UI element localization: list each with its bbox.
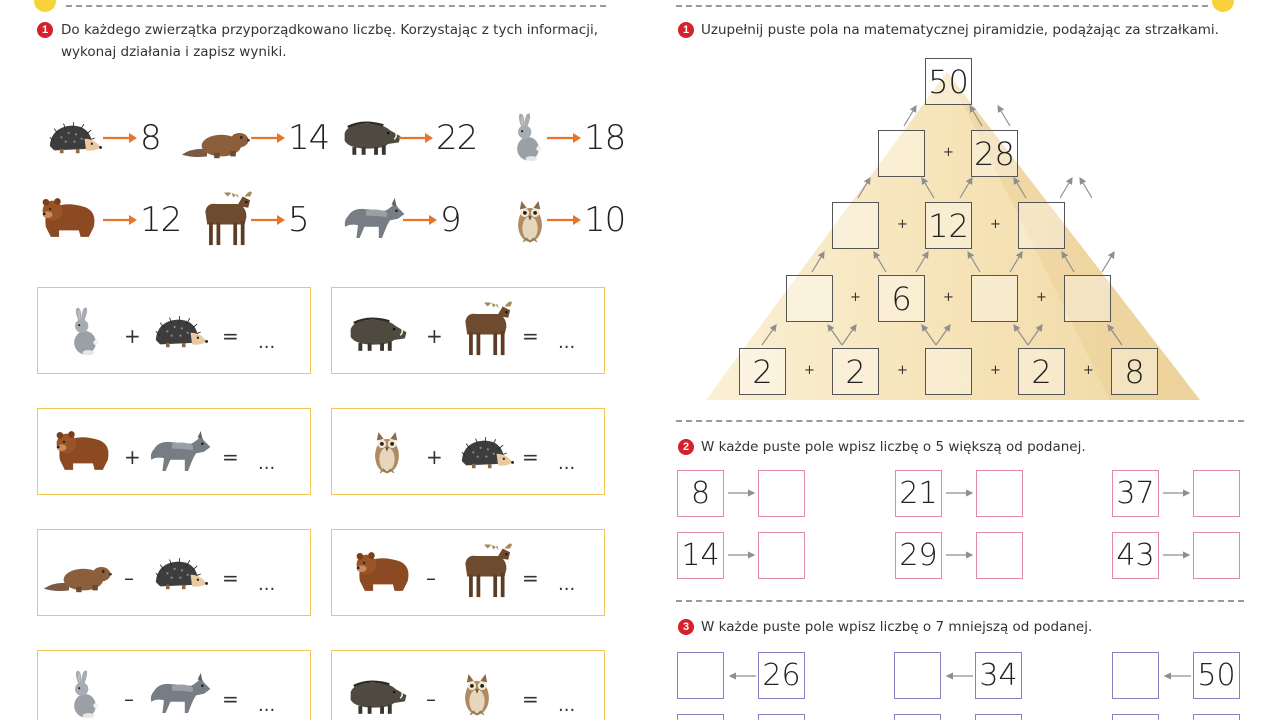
equals-sign: = (522, 445, 539, 469)
given-number-box: 8 (677, 470, 724, 517)
equals-sign: = (222, 566, 239, 590)
beaver-icon (42, 558, 114, 594)
arrow-right-icon (398, 131, 434, 145)
plus-sign: + (1083, 363, 1094, 378)
plus-sign: + (897, 363, 908, 378)
task-number-badge: 2 (678, 439, 694, 455)
given-number-box: 37 (1112, 470, 1159, 517)
answer-box[interactable] (677, 714, 724, 720)
given-number-box (758, 714, 805, 720)
task3-arrows (640, 650, 1280, 720)
task-instruction-line2: wykonaj działania i zapisz wyniki. (61, 44, 287, 60)
bear-icon (36, 196, 102, 244)
arrow-right-icon (402, 213, 438, 227)
given-number-box: 34 (975, 652, 1022, 699)
arrow-right-icon (102, 131, 138, 145)
equation-box (331, 408, 605, 495)
right-page (640, 0, 1280, 720)
equals-sign: = (222, 324, 239, 348)
given-number-box: 43 (1112, 532, 1159, 579)
answer-box[interactable] (758, 470, 805, 517)
equation-box (37, 287, 311, 374)
task-instruction: W każde puste pole wpisz liczbę o 7 mniejszą od podanej. (701, 619, 1093, 635)
task-number-badge: 1 (678, 22, 694, 38)
plus-sign: + (990, 363, 1001, 378)
operator-sign: + (124, 445, 141, 469)
mapping-beaver (250, 118, 329, 158)
operator-sign: – (426, 566, 436, 590)
arrow-right-icon (250, 213, 286, 227)
task-instruction: W każde puste pole wpisz liczbę o 5 większą od podanej. (701, 439, 1086, 455)
dashed-divider (676, 600, 1244, 602)
pyramid-cell[interactable]: 12 (925, 202, 972, 249)
answer-box[interactable] (1193, 470, 1240, 517)
mapping-hedgehog (102, 118, 161, 158)
operator-sign: + (426, 324, 443, 348)
task2-arrows (640, 460, 1280, 580)
given-number-box (975, 714, 1022, 720)
equation-box (331, 287, 605, 374)
pyramid-cell[interactable] (786, 275, 833, 322)
pyramid-cell[interactable]: 2 (739, 348, 786, 395)
arrow-right-icon (250, 131, 286, 145)
task-number-badge: 1 (37, 22, 53, 38)
mapping-value: 5 (288, 200, 309, 240)
answer-box[interactable] (1112, 714, 1159, 720)
equals-sign: = (522, 566, 539, 590)
mapping-value: 18 (584, 118, 626, 158)
plus-sign: + (1036, 290, 1047, 305)
given-number-box: 29 (895, 532, 942, 579)
mapping-boar (398, 118, 477, 158)
plus-sign: + (943, 145, 954, 160)
moose-icon (456, 298, 512, 358)
operator-sign: + (426, 445, 443, 469)
answer-box[interactable] (1193, 532, 1240, 579)
pyramid-cell[interactable] (1064, 275, 1111, 322)
task-instruction-line1: Do każdego zwierzątka przyporządkowano liczbę. Korzystając z tych informacji, (61, 22, 599, 38)
equals-sign: = (222, 687, 239, 711)
pyramid-cell[interactable]: 2 (1018, 348, 1065, 395)
wolf-icon (148, 671, 212, 719)
equation-box (331, 650, 605, 720)
bear-icon (350, 550, 416, 598)
given-number-box: 26 (758, 652, 805, 699)
plus-sign: + (897, 217, 908, 232)
given-number-box: 21 (895, 470, 942, 517)
answer-blank[interactable]: ... (558, 453, 576, 474)
task-number-badge: 3 (678, 619, 694, 635)
dashed-divider (66, 5, 606, 7)
sun-decoration (34, 0, 56, 12)
mapping-bear (102, 200, 181, 240)
moose-icon (196, 188, 252, 248)
plus-sign: + (943, 290, 954, 305)
pyramid-cell[interactable]: 2 (832, 348, 879, 395)
mapping-value: 14 (288, 118, 330, 158)
equals-sign: = (522, 687, 539, 711)
boar-icon (346, 310, 408, 356)
answer-box[interactable] (894, 652, 941, 699)
equation-box (37, 650, 311, 720)
mapping-value: 22 (436, 118, 478, 158)
equation-box (331, 529, 605, 616)
mapping-rabbit (546, 118, 625, 158)
pyramid-cell[interactable] (878, 130, 925, 177)
boar-icon (340, 114, 402, 160)
answer-blank[interactable]: ... (258, 574, 276, 595)
answer-box[interactable] (758, 532, 805, 579)
rabbit-icon (511, 112, 545, 162)
owl-icon (370, 427, 404, 477)
wolf-icon (342, 196, 406, 244)
answer-box[interactable] (1112, 652, 1159, 699)
operator-sign: – (124, 687, 134, 711)
equals-sign: = (222, 445, 239, 469)
given-number-box: 14 (677, 532, 724, 579)
rabbit-icon (68, 669, 102, 719)
pyramid-cell[interactable] (832, 202, 879, 249)
arrow-right-icon (546, 213, 582, 227)
pyramid-cell[interactable]: 50 (925, 58, 972, 105)
mapping-value: 8 (140, 118, 161, 158)
pyramid-cell[interactable] (1018, 202, 1065, 249)
rabbit-icon (68, 306, 102, 356)
equals-sign: = (522, 324, 539, 348)
operator-sign: – (124, 566, 134, 590)
hedgehog-icon (150, 554, 208, 594)
answer-blank[interactable]: ... (258, 453, 276, 474)
boar-icon (346, 673, 408, 719)
owl-icon (513, 196, 547, 246)
answer-box[interactable] (894, 714, 941, 720)
mapping-value: 9 (440, 200, 461, 240)
mapping-value: 10 (584, 200, 626, 240)
answer-blank[interactable]: ... (558, 695, 576, 716)
pyramid-cell[interactable]: 28 (971, 130, 1018, 177)
owl-icon (460, 669, 494, 719)
arrow-right-icon (102, 213, 138, 227)
answer-box[interactable] (677, 652, 724, 699)
wolf-icon (148, 429, 212, 477)
beaver-icon (180, 124, 252, 160)
hedgehog-icon (44, 118, 102, 158)
mapping-wolf (402, 200, 461, 240)
plus-sign: + (804, 363, 815, 378)
mapping-value: 12 (140, 200, 182, 240)
answer-blank[interactable]: ... (258, 695, 276, 716)
equation-box (37, 529, 311, 616)
given-number-box (1193, 714, 1240, 720)
pyramid-cell[interactable] (971, 275, 1018, 322)
operator-sign: + (124, 324, 141, 348)
task-instruction: Uzupełnij puste pola na matematycznej piramidzie, podążając za strzałkami. (701, 22, 1219, 38)
arrow-right-icon (546, 131, 582, 145)
pyramid-cell[interactable] (925, 348, 972, 395)
plus-sign: + (850, 290, 861, 305)
moose-icon (456, 540, 512, 600)
operator-sign: – (426, 687, 436, 711)
hedgehog-icon (456, 433, 514, 473)
mapping-moose (250, 200, 309, 240)
pyramid-cell[interactable]: 6 (878, 275, 925, 322)
dashed-divider (676, 420, 1244, 422)
given-number-box: 50 (1193, 652, 1240, 699)
answer-blank[interactable]: ... (558, 574, 576, 595)
equation-box (37, 408, 311, 495)
answer-box[interactable] (976, 470, 1023, 517)
mapping-owl (546, 200, 625, 240)
bear-icon (50, 429, 116, 477)
answer-box[interactable] (976, 532, 1023, 579)
answer-blank[interactable]: ... (558, 332, 576, 353)
hedgehog-icon (150, 312, 208, 352)
plus-sign: + (990, 217, 1001, 232)
pyramid-cell[interactable]: 8 (1111, 348, 1158, 395)
answer-blank[interactable]: ... (258, 332, 276, 353)
